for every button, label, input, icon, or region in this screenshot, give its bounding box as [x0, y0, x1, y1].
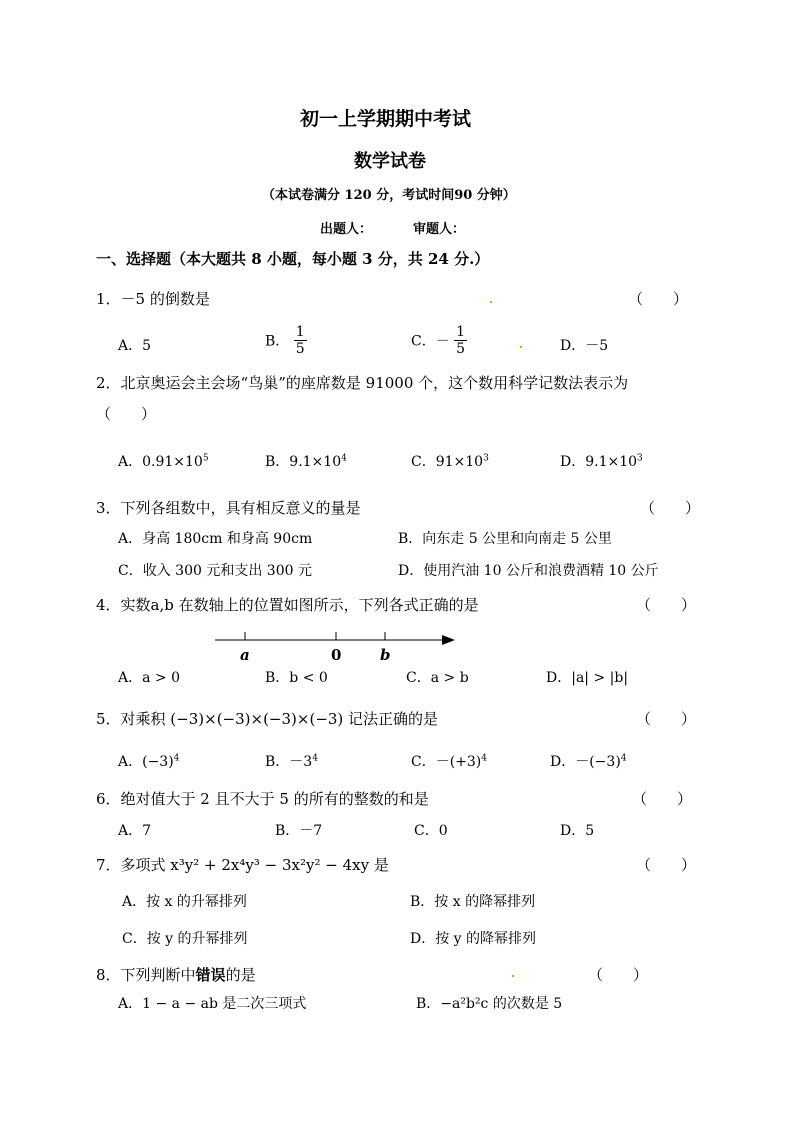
fraction-numerator: 1 — [456, 324, 466, 340]
q1-option-b — [265, 324, 307, 357]
q8-stem-post: 的是 — [225, 966, 256, 984]
number-line — [210, 628, 460, 668]
q8-stem-pre: 8．下列判断中 — [96, 966, 196, 984]
q5-option-d — [550, 751, 627, 771]
q7-option-d: D．按 y 的降幂排列 — [410, 931, 537, 947]
q7-stem: 7．多项式 x³y² + 2x⁴y³ − 3x²y² − 4xy 是 — [96, 856, 389, 874]
q2-option-b — [265, 451, 347, 471]
q5-option-a-base: A．(−3) — [118, 754, 174, 770]
q6-answer-paren: （ ） — [632, 790, 693, 808]
q5-option-b-exp: 4 — [312, 753, 318, 764]
q2-option-c — [411, 451, 489, 471]
q8-stem-emphasis: 错误 — [195, 966, 226, 984]
number-line-arrow — [442, 635, 455, 645]
q3-option-b: B．向东走 5 公里和向南走 5 公里 — [398, 531, 612, 547]
exam-note: （本试卷满分 120 分，考试时间90 分钟） — [262, 188, 516, 203]
q7-option-c: C．按 y 的升幂排列 — [122, 931, 248, 947]
q5-option-d-base: D．－(−3) — [550, 754, 621, 770]
q8-option-a: A．1 − a − ab 是二次三项式 — [118, 996, 307, 1012]
fraction-numerator: 1 — [295, 324, 305, 340]
q1-option-d: D．－5 — [560, 338, 609, 354]
q1-stem: 1．－5 的倒数是 — [96, 290, 210, 308]
reviewer-label: 审题人： — [413, 222, 466, 237]
q2-answer-paren: （ ） — [96, 405, 157, 423]
q5-option-d-exp: 4 — [620, 753, 627, 764]
q7-option-b: B．按 x 的降幂排列 — [410, 894, 536, 910]
q5-option-c-exp: 4 — [481, 753, 488, 764]
q1-option-b-label: B． — [265, 333, 290, 350]
q1-option-a: A．5 — [118, 338, 152, 354]
q3-option-d: D．使用汽油 10 公斤和浪费酒精 10 公斤 — [398, 563, 659, 579]
section-heading: 一、选择题（本大题共 8 小题，每小题 3 分，共 24 分.） — [96, 250, 490, 268]
q2-option-a-base: A．0.91×10 — [118, 454, 203, 470]
q3-option-a: A．身高 180cm 和身高 90cm — [118, 531, 313, 547]
q8-stem — [96, 964, 256, 985]
q2-option-d — [560, 451, 643, 471]
q5-option-a — [118, 751, 179, 771]
q2-option-d-exp: 3 — [637, 453, 643, 464]
q5-option-c-base: C．－(+3) — [411, 754, 482, 770]
q4-option-d: D．|a| > |b| — [546, 670, 629, 686]
q5-stem: 5．对乘积 (−3)×(−3)×(−3)×(−3) 记法正确的是 — [96, 710, 439, 728]
q4-answer-paren: （ ） — [636, 596, 697, 614]
q6-stem: 6．绝对值大于 2 且不大于 5 的所有的整数的和是 — [96, 790, 429, 808]
q2-option-c-exp: 3 — [483, 453, 489, 464]
q6-option-c: C．0 — [414, 823, 448, 839]
label-a: a — [240, 646, 250, 664]
q2-option-a-exp: 5 — [202, 453, 209, 464]
q4-option-a: A．a > 0 — [118, 670, 180, 686]
q6-option-d: D．5 — [560, 823, 595, 839]
q6-option-a: A．7 — [118, 823, 152, 839]
q8-option-b: B．−a²b²c 的次数是 5 — [416, 996, 563, 1012]
q5-option-a-exp: 4 — [173, 753, 180, 764]
q1-fraction-c — [454, 324, 467, 357]
label-0: 0 — [331, 646, 342, 664]
setter-label: 出题人： — [320, 222, 373, 237]
exam-title: 初一上学期期中考试 — [300, 108, 472, 130]
fraction-denominator: 5 — [456, 341, 466, 357]
q3-stem: 3．下列各组数中，具有相反意义的量是 — [96, 499, 361, 517]
q7-option-a: A．按 x 的升幂排列 — [122, 894, 247, 910]
q5-option-c — [411, 751, 487, 771]
stray-dot — [512, 975, 514, 977]
q1-fraction — [294, 324, 307, 357]
q2-stem: 2．北京奥运会主会场“鸟巢”的座席数是 91000 个，这个数用科学记数法表示为 — [96, 374, 629, 392]
q5-option-b — [265, 751, 318, 771]
q2-option-b-base: B．9.1×10 — [265, 454, 342, 470]
q6-option-b: B．－7 — [275, 823, 323, 839]
q1-option-c-label: C．－ — [411, 333, 450, 350]
q2-option-a — [118, 451, 209, 471]
q4-stem: 4．实数a,b 在数轴上的位置如图所示，下列各式正确的是 — [96, 596, 479, 614]
stray-dot — [520, 346, 522, 348]
exam-subtitle: 数学试卷 — [354, 151, 426, 172]
q3-option-c: C．收入 300 元和支出 300 元 — [118, 563, 312, 579]
stray-dot — [490, 301, 492, 303]
q2-option-c-base: C．91×10 — [411, 454, 484, 470]
q3-answer-paren: （ ） — [640, 499, 701, 517]
q4-option-c: C．a > b — [406, 670, 469, 686]
q4-option-b: B．b < 0 — [265, 670, 328, 686]
q5-answer-paren: （ ） — [636, 710, 697, 728]
q7-answer-paren: （ ） — [636, 856, 697, 874]
q1-answer-paren: （ ） — [628, 290, 689, 308]
q8-answer-paren: （ ） — [588, 966, 649, 984]
q5-option-b-base: B．－3 — [265, 754, 313, 770]
label-b: b — [380, 646, 391, 664]
q1-option-c — [411, 324, 467, 357]
fraction-denominator: 5 — [295, 341, 305, 357]
q2-option-b-exp: 4 — [341, 453, 347, 464]
q2-option-d-base: D．9.1×10 — [560, 454, 638, 470]
